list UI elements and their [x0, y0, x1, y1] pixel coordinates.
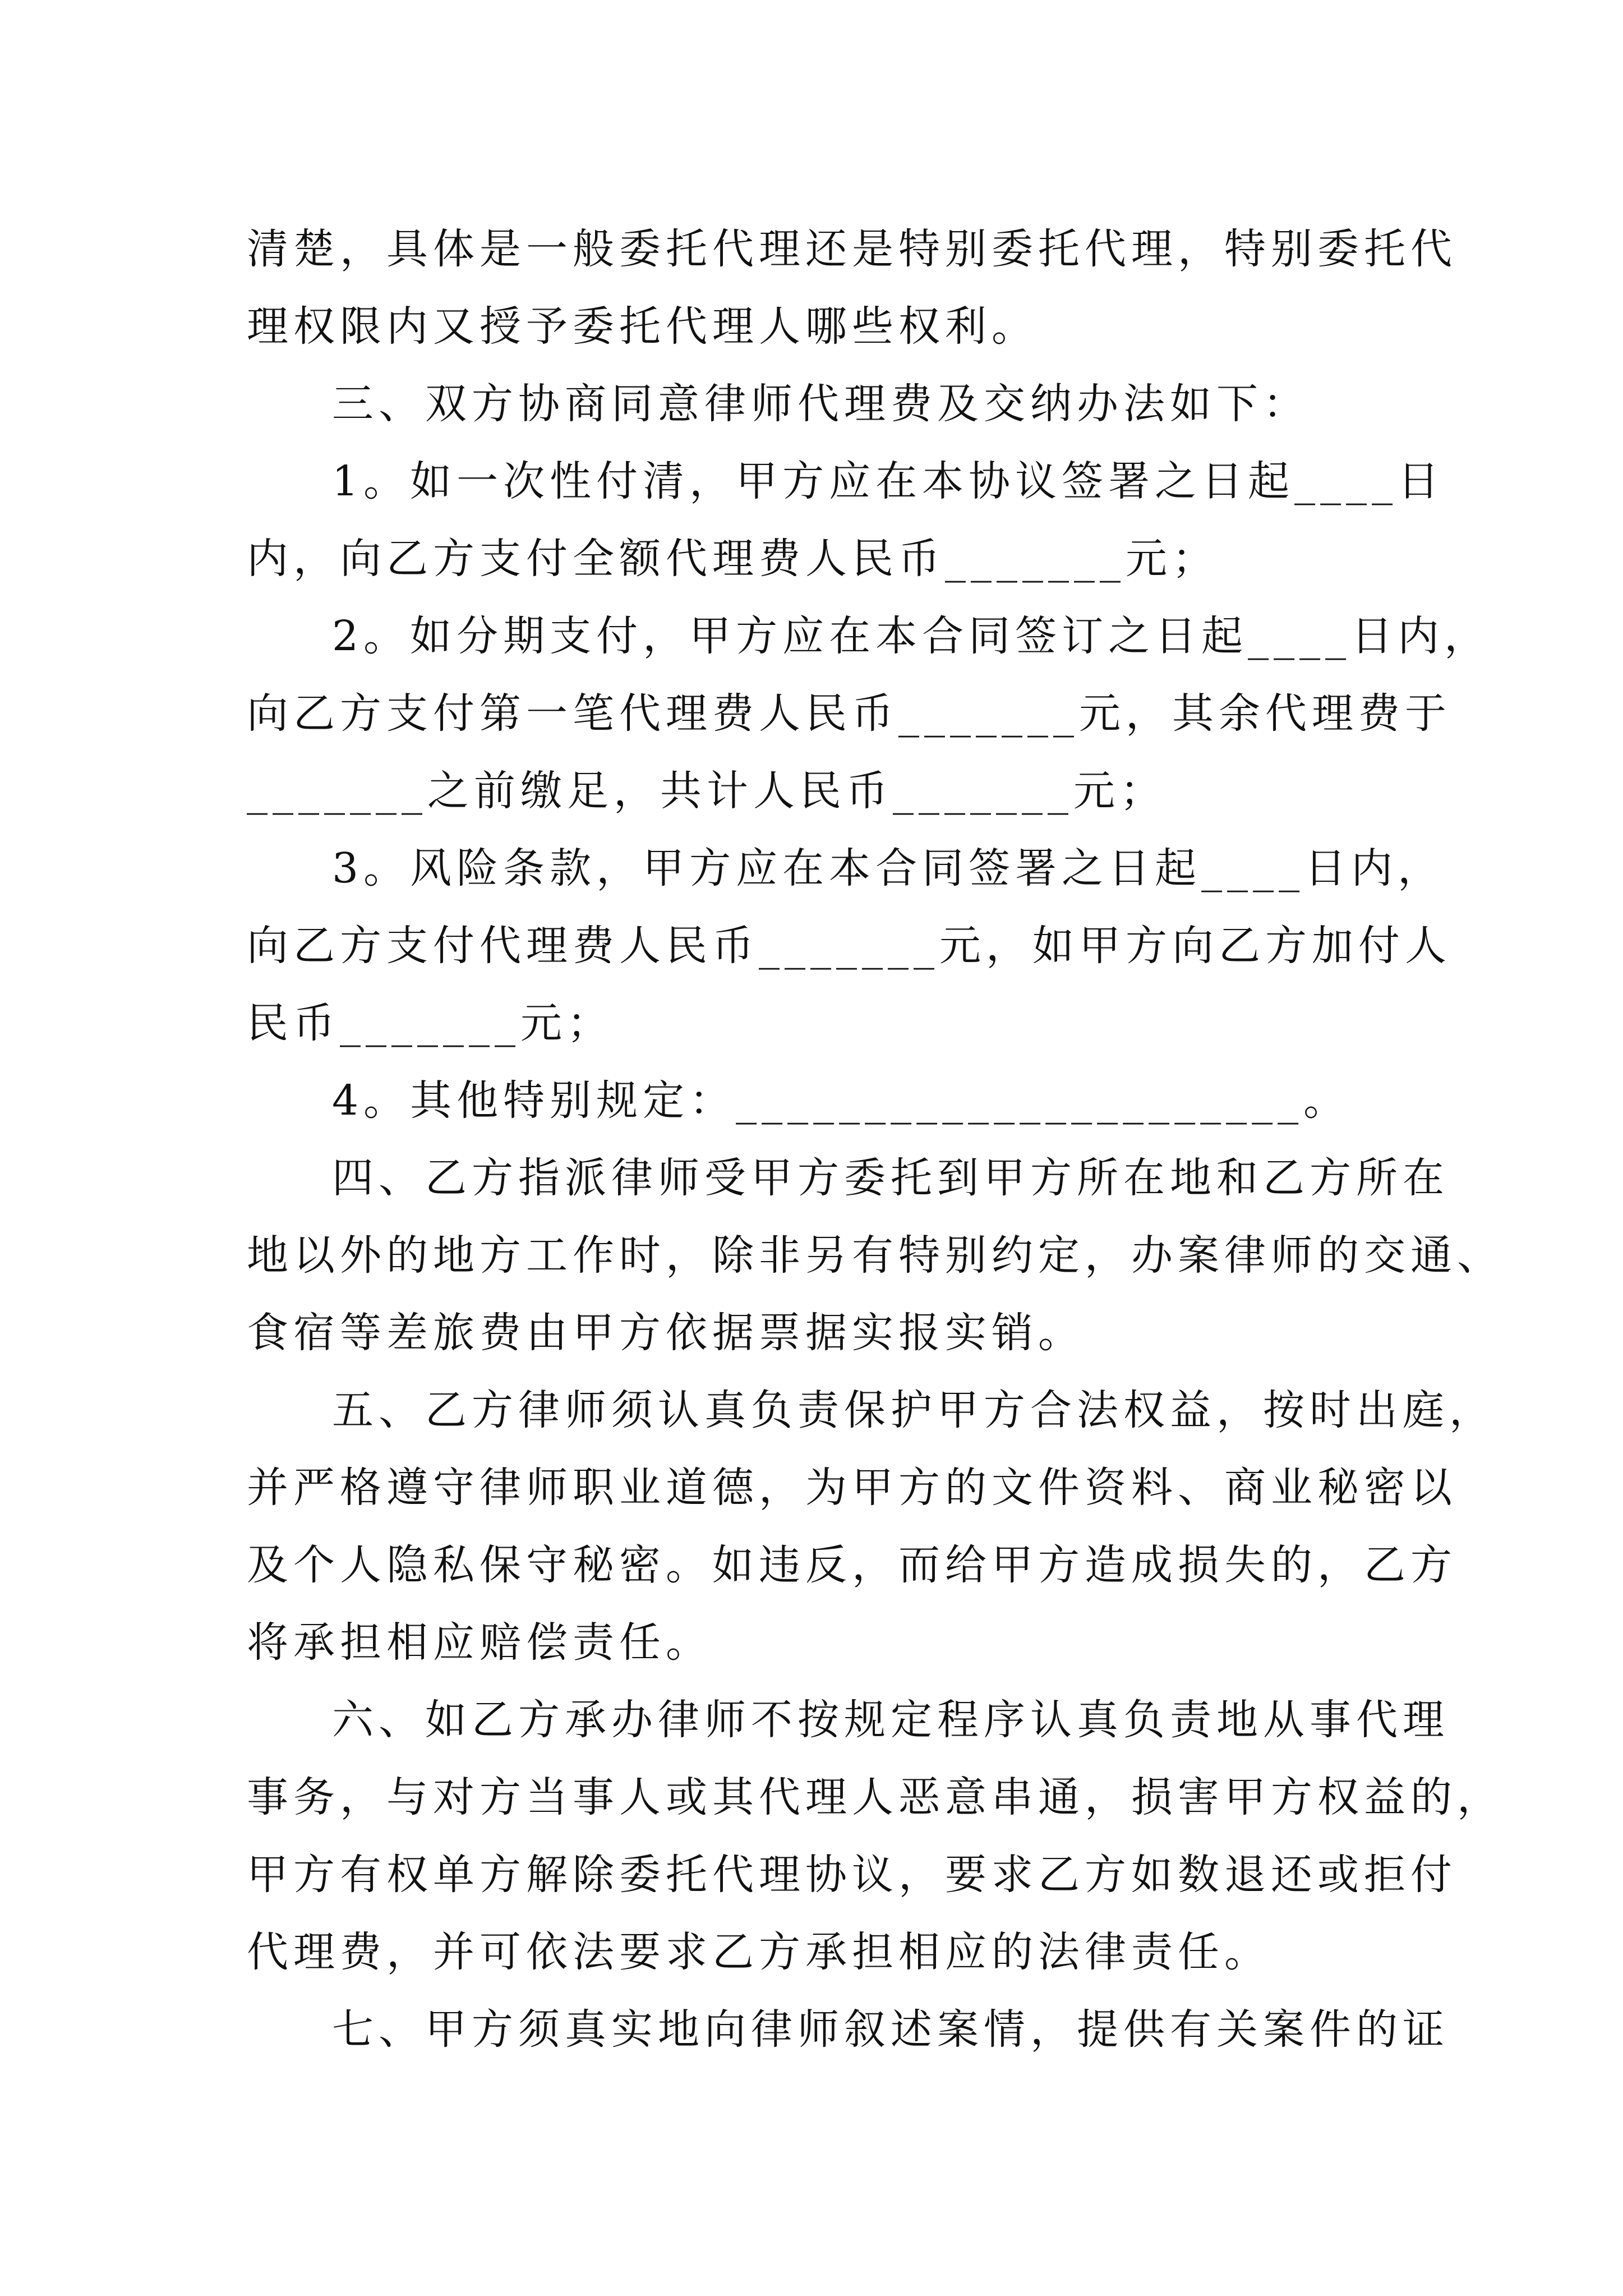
text-line: 事务，与对方当事人或其代理人恶意串通，损害甲方权益的，: [247, 1773, 1504, 1821]
text-line: 清楚，具体是一般委托代理还是特别委托代理，特别委托代: [247, 225, 1457, 273]
text-line: 将承担相应赔偿责任。: [247, 1618, 712, 1667]
section-7: 七、甲方须真实地向律师叙述案情，提供有关案件的证: [332, 2005, 1449, 2054]
clause-1: 1。如一次性付清，甲方应在本协议签署之日起____日: [332, 457, 1445, 505]
text-line: 民币_______元；: [247, 999, 614, 1047]
section-5: 五、乙方律师须认真负责保护甲方合法权益，按时出庭，: [332, 1386, 1496, 1434]
text-line: 并严格遵守律师职业道德，为甲方的文件资料、商业秘密以: [247, 1464, 1457, 1512]
text-line: 食宿等差旅费由甲方依据票据实报实销。: [247, 1309, 1085, 1357]
clause-3: 3。风险条款，甲方应在本合同签署之日起____日内，: [332, 844, 1445, 892]
text-line: 代理费，并可依法要求乙方承担相应的法律责任。: [247, 1928, 1271, 1976]
section-heading-3: 三、双方协商同意律师代理费及交纳办法如下：: [332, 380, 1310, 428]
clause-2: 2。如分期支付，甲方应在本合同签订之日起____日内，: [332, 612, 1491, 660]
section-4: 四、乙方指派律师受甲方委托到甲方所在地和乙方所在: [332, 1154, 1449, 1202]
text-line: _______之前缴足，共计人民币_______元；: [247, 767, 1166, 815]
text-line: 向乙方支付第一笔代理费人民币_______元，其余代理费于: [247, 689, 1451, 738]
text-line: 向乙方支付代理费人民币_______元，如甲方向乙方加付人: [247, 922, 1451, 970]
text-line: 及个人隐私保守秘密。如违反，而给甲方造成损失的，乙方: [247, 1541, 1457, 1589]
text-line: 理权限内又授予委托代理人哪些权利。: [247, 302, 1038, 351]
text-line: 地以外的地方工作时，除非另有特别约定，办案律师的交通、: [247, 1231, 1504, 1280]
text-line: 甲方有权单方解除委托代理协议，要求乙方如数退还或拒付: [247, 1851, 1457, 1899]
section-6: 六、如乙方承办律师不按规定程序认真负责地从事代理: [332, 1696, 1449, 1744]
clause-4: 4。其他特别规定：______________________。: [332, 1076, 1350, 1125]
document-body: [247, 210, 1504, 2068]
text-line: 内，向乙方支付全额代理费人民币_______元；: [247, 535, 1219, 583]
